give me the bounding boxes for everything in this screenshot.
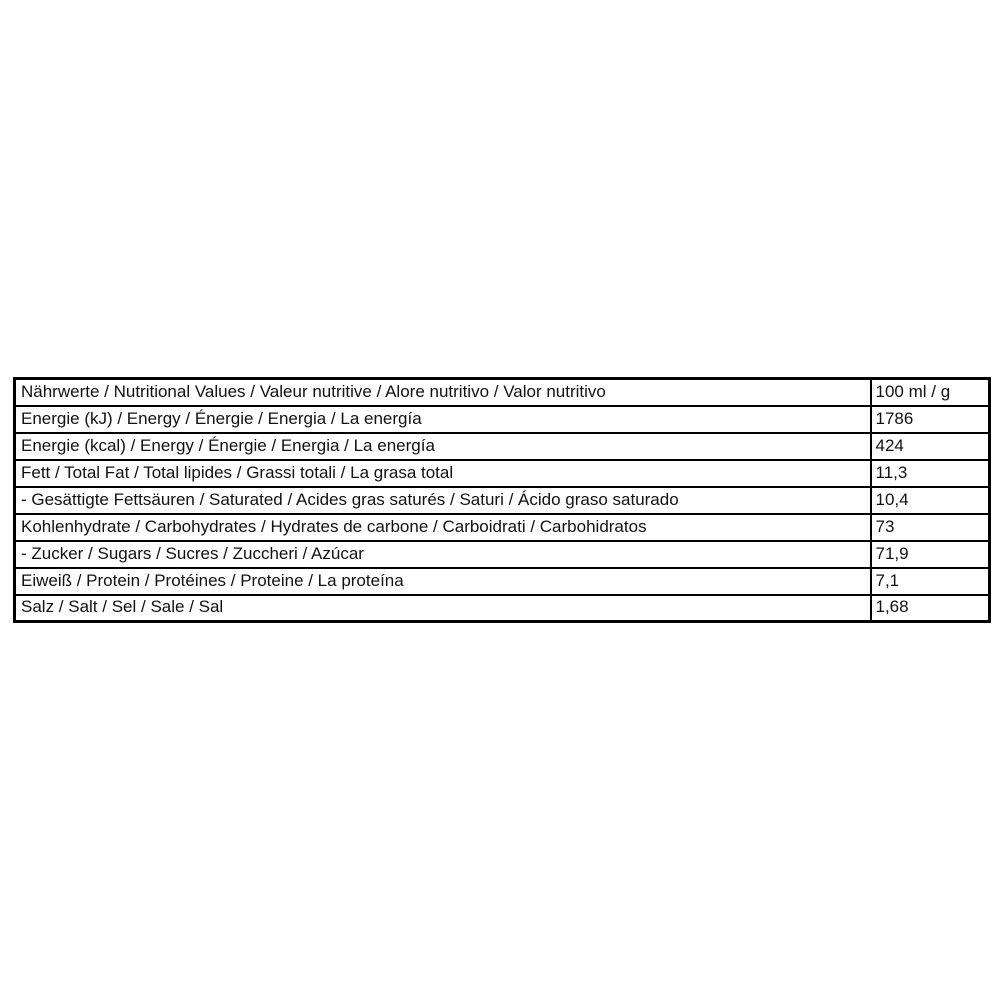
row-label: - Gesättigte Fettsäuren / Saturated / Acides gras saturés / Saturi / Ácido graso saturado [15,487,871,514]
nutrition-values-table [13,377,991,623]
header-unit: 100 ml / g [871,379,990,406]
table-row-protein [15,568,990,595]
row-label: Energie (kcal) / Energy / Énergie / Energia / La energía [15,433,871,460]
row-label: Eiweiß / Protein / Protéines / Proteine / La proteína [15,568,871,595]
row-value: 424 [871,433,990,460]
row-value: 73 [871,514,990,541]
row-label: - Zucker / Sugars / Sucres / Zuccheri / Azúcar [15,541,871,568]
table-row-salt [15,595,990,622]
row-value: 10,4 [871,487,990,514]
table-row-sugars [15,541,990,568]
table-row-fat [15,460,990,487]
row-label: Fett / Total Fat / Total lipides / Grassi totali / La grasa total [15,460,871,487]
row-value: 7,1 [871,568,990,595]
row-value: 1,68 [871,595,990,622]
row-value: 11,3 [871,460,990,487]
table-row-energy-kcal [15,433,990,460]
table-header-row [15,379,990,406]
header-label: Nährwerte / Nutritional Values / Valeur nutritive / Alore nutritivo / Valor nutritivo [15,379,871,406]
row-value: 1786 [871,406,990,433]
table-row-carbohydrates [15,514,990,541]
row-label: Energie (kJ) / Energy / Énergie / Energia / La energía [15,406,871,433]
row-label: Salz / Salt / Sel / Sale / Sal [15,595,871,622]
table-row-saturated-fat [15,487,990,514]
table-row-energy-kj [15,406,990,433]
row-label: Kohlenhydrate / Carbohydrates / Hydrates de carbone / Carboidrati / Carbohidratos [15,514,871,541]
row-value: 71,9 [871,541,990,568]
